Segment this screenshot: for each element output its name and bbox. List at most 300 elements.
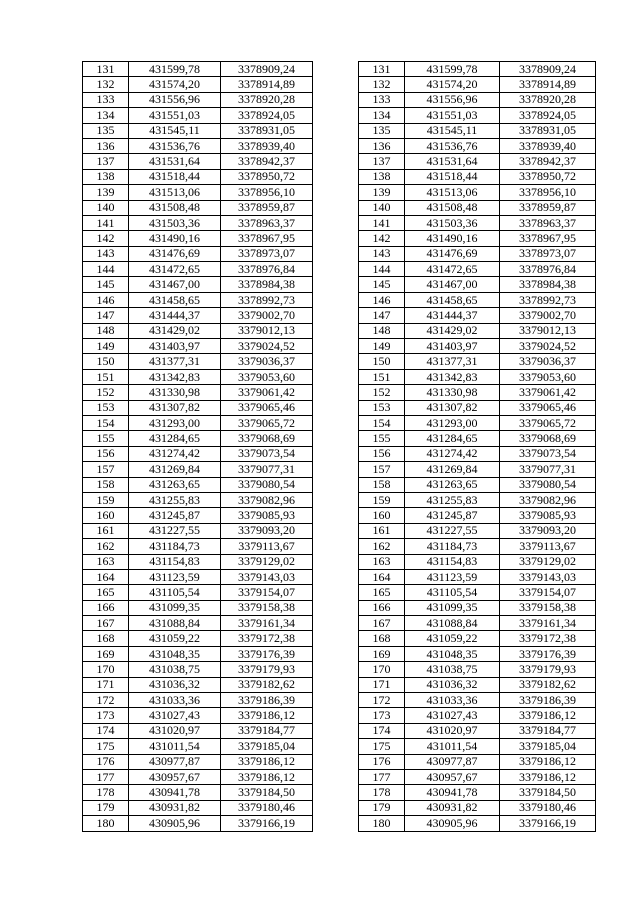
point-number-cell: 165 bbox=[83, 585, 129, 600]
point-number-cell: 161 bbox=[83, 523, 129, 538]
table-row bbox=[83, 154, 313, 169]
table-row bbox=[83, 446, 313, 461]
x-coordinate-cell: 431088,84 bbox=[129, 616, 221, 631]
x-coordinate-cell: 431245,87 bbox=[129, 508, 221, 523]
point-number-cell: 176 bbox=[359, 754, 405, 769]
point-number-cell: 155 bbox=[83, 431, 129, 446]
x-coordinate-cell: 430905,96 bbox=[129, 816, 221, 831]
point-number-cell: 167 bbox=[359, 616, 405, 631]
table-row bbox=[359, 431, 596, 446]
table-row bbox=[83, 554, 313, 569]
point-number-cell: 175 bbox=[359, 739, 405, 754]
point-number-cell: 142 bbox=[83, 231, 129, 246]
table-row bbox=[359, 231, 596, 246]
x-coordinate-cell: 431263,65 bbox=[129, 477, 221, 492]
table-row bbox=[83, 708, 313, 723]
x-coordinate-cell: 431599,78 bbox=[129, 62, 221, 77]
y-coordinate-cell: 3378942,37 bbox=[500, 154, 596, 169]
x-coordinate-cell: 431307,82 bbox=[405, 400, 500, 415]
y-coordinate-cell: 3379065,46 bbox=[500, 400, 596, 415]
point-number-cell: 158 bbox=[359, 477, 405, 492]
point-number-cell: 148 bbox=[83, 323, 129, 338]
point-number-cell: 174 bbox=[83, 723, 129, 738]
x-coordinate-cell: 431020,97 bbox=[405, 723, 500, 738]
x-coordinate-cell: 431020,97 bbox=[129, 723, 221, 738]
x-coordinate-cell: 431545,11 bbox=[405, 123, 500, 138]
x-coordinate-cell: 431330,98 bbox=[129, 385, 221, 400]
y-coordinate-cell: 3379166,19 bbox=[500, 816, 596, 831]
x-coordinate-cell: 430957,67 bbox=[129, 769, 221, 784]
table-row bbox=[359, 169, 596, 184]
x-coordinate-cell: 431027,43 bbox=[405, 708, 500, 723]
point-number-cell: 180 bbox=[83, 816, 129, 831]
x-coordinate-cell: 431038,75 bbox=[129, 662, 221, 677]
point-number-cell: 160 bbox=[83, 508, 129, 523]
y-coordinate-cell: 3379176,39 bbox=[500, 646, 596, 661]
point-number-cell: 168 bbox=[83, 631, 129, 646]
y-coordinate-cell: 3379184,77 bbox=[221, 723, 313, 738]
x-coordinate-cell: 431184,73 bbox=[405, 539, 500, 554]
y-coordinate-cell: 3379082,96 bbox=[500, 492, 596, 507]
point-number-cell: 146 bbox=[359, 292, 405, 307]
point-number-cell: 156 bbox=[359, 446, 405, 461]
y-coordinate-cell: 3379036,37 bbox=[500, 354, 596, 369]
y-coordinate-cell: 3379113,67 bbox=[221, 539, 313, 554]
point-number-cell: 133 bbox=[359, 92, 405, 107]
y-coordinate-cell: 3378920,28 bbox=[500, 92, 596, 107]
table-row bbox=[359, 108, 596, 123]
y-coordinate-cell: 3379068,69 bbox=[500, 431, 596, 446]
y-coordinate-cell: 3378914,89 bbox=[221, 77, 313, 92]
table-row bbox=[83, 231, 313, 246]
table-row bbox=[359, 339, 596, 354]
y-coordinate-cell: 3379184,50 bbox=[500, 785, 596, 800]
table-row bbox=[83, 431, 313, 446]
x-coordinate-cell: 431269,84 bbox=[129, 462, 221, 477]
x-coordinate-cell: 431444,37 bbox=[405, 308, 500, 323]
x-coordinate-cell: 431123,59 bbox=[129, 569, 221, 584]
y-coordinate-cell: 3378950,72 bbox=[221, 169, 313, 184]
y-coordinate-cell: 3379186,12 bbox=[500, 754, 596, 769]
table-row bbox=[359, 554, 596, 569]
x-coordinate-cell: 431038,75 bbox=[405, 662, 500, 677]
coordinates-table-left bbox=[82, 61, 313, 832]
point-number-cell: 152 bbox=[359, 385, 405, 400]
point-number-cell: 132 bbox=[359, 77, 405, 92]
table-row bbox=[359, 123, 596, 138]
point-number-cell: 166 bbox=[83, 600, 129, 615]
x-coordinate-cell: 431048,35 bbox=[405, 646, 500, 661]
x-coordinate-cell: 431518,44 bbox=[129, 169, 221, 184]
table-row bbox=[359, 323, 596, 338]
y-coordinate-cell: 3378956,10 bbox=[500, 185, 596, 200]
point-number-cell: 157 bbox=[359, 462, 405, 477]
point-number-cell: 146 bbox=[83, 292, 129, 307]
y-coordinate-cell: 3379077,31 bbox=[500, 462, 596, 477]
point-number-cell: 134 bbox=[359, 108, 405, 123]
table-row bbox=[359, 77, 596, 92]
point-number-cell: 157 bbox=[83, 462, 129, 477]
point-number-cell: 158 bbox=[83, 477, 129, 492]
y-coordinate-cell: 3379154,07 bbox=[500, 585, 596, 600]
point-number-cell: 171 bbox=[359, 677, 405, 692]
y-coordinate-cell: 3379158,38 bbox=[221, 600, 313, 615]
y-coordinate-cell: 3379161,34 bbox=[500, 616, 596, 631]
point-number-cell: 167 bbox=[83, 616, 129, 631]
y-coordinate-cell: 3379182,62 bbox=[500, 677, 596, 692]
table-row bbox=[359, 215, 596, 230]
y-coordinate-cell: 3378909,24 bbox=[221, 62, 313, 77]
point-number-cell: 174 bbox=[359, 723, 405, 738]
table-row bbox=[83, 693, 313, 708]
point-number-cell: 170 bbox=[359, 662, 405, 677]
point-number-cell: 159 bbox=[359, 492, 405, 507]
point-number-cell: 140 bbox=[359, 200, 405, 215]
point-number-cell: 145 bbox=[83, 277, 129, 292]
x-coordinate-cell: 431476,69 bbox=[129, 246, 221, 261]
y-coordinate-cell: 3378924,05 bbox=[221, 108, 313, 123]
x-coordinate-cell: 431011,54 bbox=[129, 739, 221, 754]
x-coordinate-cell: 431255,83 bbox=[405, 492, 500, 507]
point-number-cell: 155 bbox=[359, 431, 405, 446]
x-coordinate-cell: 431048,35 bbox=[129, 646, 221, 661]
point-number-cell: 138 bbox=[359, 169, 405, 184]
x-coordinate-cell: 431342,83 bbox=[129, 369, 221, 384]
y-coordinate-cell: 3379036,37 bbox=[221, 354, 313, 369]
point-number-cell: 176 bbox=[83, 754, 129, 769]
y-coordinate-cell: 3379180,46 bbox=[221, 800, 313, 815]
y-coordinate-cell: 3379186,39 bbox=[500, 693, 596, 708]
y-coordinate-cell: 3379061,42 bbox=[500, 385, 596, 400]
table-row bbox=[359, 754, 596, 769]
point-number-cell: 162 bbox=[359, 539, 405, 554]
y-coordinate-cell: 3379068,69 bbox=[221, 431, 313, 446]
x-coordinate-cell: 431472,65 bbox=[405, 262, 500, 277]
point-number-cell: 134 bbox=[83, 108, 129, 123]
point-number-cell: 179 bbox=[83, 800, 129, 815]
x-coordinate-cell: 431518,44 bbox=[405, 169, 500, 184]
point-number-cell: 143 bbox=[83, 246, 129, 261]
x-coordinate-cell: 431059,22 bbox=[129, 631, 221, 646]
table-row bbox=[83, 523, 313, 538]
y-coordinate-cell: 3379179,93 bbox=[500, 662, 596, 677]
x-coordinate-cell: 431033,36 bbox=[129, 693, 221, 708]
x-coordinate-cell: 431105,54 bbox=[129, 585, 221, 600]
point-number-cell: 135 bbox=[359, 123, 405, 138]
y-coordinate-cell: 3379180,46 bbox=[500, 800, 596, 815]
point-number-cell: 162 bbox=[83, 539, 129, 554]
table-row bbox=[83, 262, 313, 277]
y-coordinate-cell: 3378959,87 bbox=[500, 200, 596, 215]
y-coordinate-cell: 3378967,95 bbox=[221, 231, 313, 246]
y-coordinate-cell: 3378963,37 bbox=[500, 215, 596, 230]
coordinates-table-right bbox=[358, 61, 596, 832]
x-coordinate-cell: 431490,16 bbox=[129, 231, 221, 246]
y-coordinate-cell: 3378956,10 bbox=[221, 185, 313, 200]
table-row bbox=[359, 154, 596, 169]
table-row bbox=[359, 292, 596, 307]
x-coordinate-cell: 430905,96 bbox=[405, 816, 500, 831]
point-number-cell: 154 bbox=[83, 415, 129, 430]
y-coordinate-cell: 3379082,96 bbox=[221, 492, 313, 507]
point-number-cell: 172 bbox=[83, 693, 129, 708]
x-coordinate-cell: 431227,55 bbox=[129, 523, 221, 538]
y-coordinate-cell: 3379065,72 bbox=[221, 415, 313, 430]
point-number-cell: 178 bbox=[83, 785, 129, 800]
point-number-cell: 153 bbox=[83, 400, 129, 415]
y-coordinate-cell: 3379184,77 bbox=[500, 723, 596, 738]
point-number-cell: 147 bbox=[359, 308, 405, 323]
y-coordinate-cell: 3378939,40 bbox=[221, 138, 313, 153]
x-coordinate-cell: 431490,16 bbox=[405, 231, 500, 246]
table-row bbox=[83, 200, 313, 215]
y-coordinate-cell: 3378914,89 bbox=[500, 77, 596, 92]
x-coordinate-cell: 431154,83 bbox=[405, 554, 500, 569]
point-number-cell: 171 bbox=[83, 677, 129, 692]
table-row bbox=[359, 200, 596, 215]
y-coordinate-cell: 3378963,37 bbox=[221, 215, 313, 230]
table-row bbox=[83, 215, 313, 230]
y-coordinate-cell: 3378909,24 bbox=[500, 62, 596, 77]
point-number-cell: 135 bbox=[83, 123, 129, 138]
y-coordinate-cell: 3379161,34 bbox=[221, 616, 313, 631]
y-coordinate-cell: 3379012,13 bbox=[500, 323, 596, 338]
y-coordinate-cell: 3379154,07 bbox=[221, 585, 313, 600]
table-row bbox=[359, 308, 596, 323]
table-row bbox=[83, 646, 313, 661]
point-number-cell: 133 bbox=[83, 92, 129, 107]
table-row bbox=[83, 123, 313, 138]
table-row bbox=[83, 400, 313, 415]
table-row bbox=[359, 262, 596, 277]
table-row bbox=[83, 169, 313, 184]
y-coordinate-cell: 3378984,38 bbox=[221, 277, 313, 292]
y-coordinate-cell: 3379073,54 bbox=[221, 446, 313, 461]
y-coordinate-cell: 3379085,93 bbox=[221, 508, 313, 523]
table-row bbox=[359, 662, 596, 677]
point-number-cell: 145 bbox=[359, 277, 405, 292]
point-number-cell: 173 bbox=[359, 708, 405, 723]
x-coordinate-cell: 431263,65 bbox=[405, 477, 500, 492]
x-coordinate-cell: 431377,31 bbox=[129, 354, 221, 369]
point-number-cell: 144 bbox=[359, 262, 405, 277]
x-coordinate-cell: 431245,87 bbox=[405, 508, 500, 523]
y-coordinate-cell: 3379186,39 bbox=[221, 693, 313, 708]
point-number-cell: 177 bbox=[359, 769, 405, 784]
table-row bbox=[359, 400, 596, 415]
x-coordinate-cell: 431531,64 bbox=[129, 154, 221, 169]
x-coordinate-cell: 430931,82 bbox=[129, 800, 221, 815]
x-coordinate-cell: 431403,97 bbox=[405, 339, 500, 354]
point-number-cell: 160 bbox=[359, 508, 405, 523]
y-coordinate-cell: 3379002,70 bbox=[221, 308, 313, 323]
x-coordinate-cell: 431556,96 bbox=[129, 92, 221, 107]
x-coordinate-cell: 431467,00 bbox=[129, 277, 221, 292]
x-coordinate-cell: 431307,82 bbox=[129, 400, 221, 415]
y-coordinate-cell: 3378992,73 bbox=[500, 292, 596, 307]
y-coordinate-cell: 3378967,95 bbox=[500, 231, 596, 246]
table-row bbox=[83, 138, 313, 153]
point-number-cell: 177 bbox=[83, 769, 129, 784]
point-number-cell: 169 bbox=[83, 646, 129, 661]
y-coordinate-cell: 3379186,12 bbox=[500, 769, 596, 784]
y-coordinate-cell: 3379182,62 bbox=[221, 677, 313, 692]
y-coordinate-cell: 3379186,12 bbox=[221, 754, 313, 769]
point-number-cell: 138 bbox=[83, 169, 129, 184]
x-coordinate-cell: 431027,43 bbox=[129, 708, 221, 723]
point-number-cell: 141 bbox=[83, 215, 129, 230]
table-row bbox=[83, 415, 313, 430]
point-number-cell: 141 bbox=[359, 215, 405, 230]
point-number-cell: 150 bbox=[83, 354, 129, 369]
point-number-cell: 151 bbox=[359, 369, 405, 384]
x-coordinate-cell: 431551,03 bbox=[405, 108, 500, 123]
x-coordinate-cell: 431467,00 bbox=[405, 277, 500, 292]
y-coordinate-cell: 3379053,60 bbox=[221, 369, 313, 384]
point-number-cell: 168 bbox=[359, 631, 405, 646]
x-coordinate-cell: 431556,96 bbox=[405, 92, 500, 107]
x-coordinate-cell: 431513,06 bbox=[405, 185, 500, 200]
x-coordinate-cell: 431088,84 bbox=[405, 616, 500, 631]
table-row bbox=[359, 769, 596, 784]
y-coordinate-cell: 3379024,52 bbox=[221, 339, 313, 354]
table-row bbox=[359, 677, 596, 692]
y-coordinate-cell: 3379065,46 bbox=[221, 400, 313, 415]
x-coordinate-cell: 431476,69 bbox=[405, 246, 500, 261]
table-row bbox=[359, 616, 596, 631]
table-row bbox=[83, 62, 313, 77]
x-coordinate-cell: 431377,31 bbox=[405, 354, 500, 369]
table-row bbox=[83, 185, 313, 200]
table-row bbox=[83, 785, 313, 800]
x-coordinate-cell: 431033,36 bbox=[405, 693, 500, 708]
table-row bbox=[83, 816, 313, 831]
y-coordinate-cell: 3379185,04 bbox=[500, 739, 596, 754]
table-row bbox=[83, 385, 313, 400]
x-coordinate-cell: 431011,54 bbox=[405, 739, 500, 754]
x-coordinate-cell: 431330,98 bbox=[405, 385, 500, 400]
point-number-cell: 143 bbox=[359, 246, 405, 261]
y-coordinate-cell: 3379166,19 bbox=[221, 816, 313, 831]
x-coordinate-cell: 430977,87 bbox=[129, 754, 221, 769]
table-row bbox=[83, 354, 313, 369]
point-number-cell: 142 bbox=[359, 231, 405, 246]
x-coordinate-cell: 431255,83 bbox=[129, 492, 221, 507]
point-number-cell: 164 bbox=[359, 569, 405, 584]
x-coordinate-cell: 431503,36 bbox=[129, 215, 221, 230]
table-row bbox=[83, 631, 313, 646]
table-row bbox=[83, 662, 313, 677]
coordinates-table-right-body bbox=[359, 62, 596, 832]
point-number-cell: 140 bbox=[83, 200, 129, 215]
y-coordinate-cell: 3378950,72 bbox=[500, 169, 596, 184]
table-row bbox=[83, 739, 313, 754]
table-row bbox=[83, 308, 313, 323]
table-row bbox=[83, 77, 313, 92]
y-coordinate-cell: 3379129,02 bbox=[500, 554, 596, 569]
table-row bbox=[359, 600, 596, 615]
y-coordinate-cell: 3379093,20 bbox=[500, 523, 596, 538]
x-coordinate-cell: 431284,65 bbox=[405, 431, 500, 446]
table-row bbox=[359, 631, 596, 646]
y-coordinate-cell: 3378942,37 bbox=[221, 154, 313, 169]
point-number-cell: 150 bbox=[359, 354, 405, 369]
table-row bbox=[83, 369, 313, 384]
y-coordinate-cell: 3378931,05 bbox=[221, 123, 313, 138]
x-coordinate-cell: 431536,76 bbox=[405, 138, 500, 153]
x-coordinate-cell: 431429,02 bbox=[129, 323, 221, 338]
table-row bbox=[83, 492, 313, 507]
y-coordinate-cell: 3379176,39 bbox=[221, 646, 313, 661]
x-coordinate-cell: 431293,00 bbox=[129, 415, 221, 430]
point-number-cell: 163 bbox=[83, 554, 129, 569]
y-coordinate-cell: 3378976,84 bbox=[500, 262, 596, 277]
x-coordinate-cell: 431342,83 bbox=[405, 369, 500, 384]
y-coordinate-cell: 3379186,12 bbox=[221, 708, 313, 723]
point-number-cell: 151 bbox=[83, 369, 129, 384]
table-row bbox=[83, 477, 313, 492]
point-number-cell: 172 bbox=[359, 693, 405, 708]
point-number-cell: 148 bbox=[359, 323, 405, 338]
y-coordinate-cell: 3379172,38 bbox=[500, 631, 596, 646]
table-row bbox=[83, 569, 313, 584]
y-coordinate-cell: 3378984,38 bbox=[500, 277, 596, 292]
y-coordinate-cell: 3379080,54 bbox=[500, 477, 596, 492]
point-number-cell: 159 bbox=[83, 492, 129, 507]
table-row bbox=[359, 185, 596, 200]
x-coordinate-cell: 430941,78 bbox=[129, 785, 221, 800]
x-coordinate-cell: 431531,64 bbox=[405, 154, 500, 169]
table-row bbox=[359, 277, 596, 292]
point-number-cell: 132 bbox=[83, 77, 129, 92]
y-coordinate-cell: 3378920,28 bbox=[221, 92, 313, 107]
y-coordinate-cell: 3379158,38 bbox=[500, 600, 596, 615]
x-coordinate-cell: 431099,35 bbox=[405, 600, 500, 615]
point-number-cell: 169 bbox=[359, 646, 405, 661]
y-coordinate-cell: 3379172,38 bbox=[221, 631, 313, 646]
table-row bbox=[359, 708, 596, 723]
y-coordinate-cell: 3379185,04 bbox=[221, 739, 313, 754]
table-row bbox=[83, 754, 313, 769]
x-coordinate-cell: 431444,37 bbox=[129, 308, 221, 323]
table-row bbox=[83, 723, 313, 738]
table-row bbox=[83, 600, 313, 615]
point-number-cell: 175 bbox=[83, 739, 129, 754]
y-coordinate-cell: 3379143,03 bbox=[500, 569, 596, 584]
x-coordinate-cell: 431574,20 bbox=[405, 77, 500, 92]
point-number-cell: 164 bbox=[83, 569, 129, 584]
y-coordinate-cell: 3379179,93 bbox=[221, 662, 313, 677]
table-row bbox=[83, 277, 313, 292]
y-coordinate-cell: 3379186,12 bbox=[221, 769, 313, 784]
x-coordinate-cell: 431274,42 bbox=[129, 446, 221, 461]
table-row bbox=[83, 462, 313, 477]
point-number-cell: 166 bbox=[359, 600, 405, 615]
y-coordinate-cell: 3378973,07 bbox=[500, 246, 596, 261]
x-coordinate-cell: 431508,48 bbox=[129, 200, 221, 215]
x-coordinate-cell: 431458,65 bbox=[129, 292, 221, 307]
x-coordinate-cell: 431274,42 bbox=[405, 446, 500, 461]
y-coordinate-cell: 3379073,54 bbox=[500, 446, 596, 461]
point-number-cell: 139 bbox=[83, 185, 129, 200]
y-coordinate-cell: 3379077,31 bbox=[221, 462, 313, 477]
x-coordinate-cell: 431545,11 bbox=[129, 123, 221, 138]
y-coordinate-cell: 3379080,54 bbox=[221, 477, 313, 492]
table-row bbox=[359, 415, 596, 430]
point-number-cell: 139 bbox=[359, 185, 405, 200]
table-row bbox=[83, 246, 313, 261]
table-row bbox=[83, 539, 313, 554]
